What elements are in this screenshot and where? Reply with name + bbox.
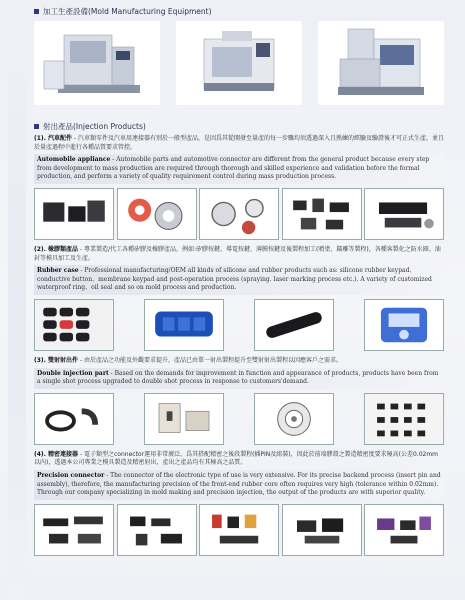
injection-heading	[34, 121, 444, 132]
precision-photo-1	[34, 504, 114, 556]
rubber-photos	[34, 299, 444, 351]
double-photos	[34, 393, 444, 445]
precision-en-text	[34, 470, 444, 500]
automobile-photo-1	[34, 188, 114, 240]
content	[34, 6, 444, 556]
rubber-zh-body: - 專業製造/代工各種矽膠及橡膠產品，例如:矽膠按鍵、導電按鍵、薄膜按鍵及後製程加工(噴塗、鐳雕等製程)，各種客製化之防水圈、油封等模具加工及生產。	[34, 245, 441, 262]
precision-photo-5	[364, 504, 444, 556]
double-zh-text	[34, 357, 444, 366]
equipment-heading-text: 加工生產設備(Mold Manufacturing Equipment)	[43, 7, 212, 16]
double-en-body: - Based on the demands for improvement in function and appearance of products, products have been from a single shot process upgraded to double shot process in response to customers'demand.	[37, 369, 439, 386]
square-bullet-icon	[34, 124, 39, 129]
automobile-zh-body: - 汽車類零件及汽車用連接器有別於一般型產品，是因爲其從開發至量產的每一步驟均須透過深入且熟練的經驗及驗證後才可正式生產，並且於量產過程中進行各種品質要求管控。	[34, 135, 445, 151]
automobile-photos	[34, 188, 444, 240]
edm-machine-photo	[318, 21, 444, 105]
double-en-text	[34, 368, 444, 389]
rubber-zh-label: (2). 橡膠類產品	[34, 245, 79, 253]
precision-section	[34, 451, 444, 556]
automobile-photo-3	[199, 188, 279, 240]
automobile-zh-text	[34, 135, 444, 152]
precision-en-label: Precision connector	[37, 471, 105, 479]
precision-photo-3	[199, 504, 279, 556]
precision-en-body: - The connector of the electronic type of use is very extensive. For its precise backend process (insert pin and assembly), therefore, the manufacturing precision of the front-end rubber core often requires very high (tolerance within 0.02mm). Through our company specializing in mold making and precision injection, the output of the products are with superior quality.	[37, 471, 441, 497]
automobile-photo-4	[282, 188, 362, 240]
rubber-photo-3	[254, 299, 334, 351]
automobile-section	[34, 135, 444, 240]
square-bullet-icon	[34, 9, 39, 14]
rubber-photo-1	[34, 299, 114, 351]
precision-zh-label: (4). 精密連接器	[34, 450, 79, 458]
double-photo-1	[34, 393, 114, 445]
precision-photo-4	[282, 504, 362, 556]
automobile-en-text	[34, 154, 444, 184]
double-section	[34, 357, 444, 445]
automobile-photo-2	[117, 188, 197, 240]
rubber-en-body: - Professional manufacturing/OEM all kinds of silicone and rubber products such as: silicone rubber keypad、conductive button、membrane keypad and post-operation process (spraying. laser marking process etc.). A variety of customized waterproof ring、oil seal and so on mold process and production.	[37, 267, 432, 292]
equipment-photos	[34, 21, 444, 105]
double-photo-2	[144, 393, 224, 445]
injection-heading-text: 射出產品(Injection Products)	[43, 122, 146, 131]
double-en-label: Double injection part	[37, 369, 109, 377]
automobile-photo-5	[364, 188, 444, 240]
rubber-photo-2	[144, 299, 224, 351]
rubber-section	[34, 246, 444, 351]
double-zh-body: - 由於產品之功能及外觀要求提升，產品已由單一射出製程提升至雙射射出製程以因應客戶之需求。	[78, 356, 343, 364]
machining-center-photo	[176, 21, 302, 105]
automobile-en-body: - Automobile parts and automotive connector are different from the general product because every step from development to mass production are required through thorough and skilled experience and validation before the formal production, and perform a variety of quality requirement control during mass production process.	[37, 156, 430, 181]
wire-cut-machine-photo	[34, 21, 160, 105]
rubber-zh-text	[34, 246, 444, 263]
precision-photos	[34, 504, 444, 556]
automobile-en-label: Automobile appliance	[37, 156, 111, 164]
rubber-en-label: Rubber case	[37, 267, 79, 275]
equipment-heading	[34, 6, 444, 17]
margin-decoration	[8, 0, 26, 600]
automobile-zh-label: (1). 汽車配件	[34, 135, 73, 142]
double-photo-3	[254, 393, 334, 445]
double-zh-label: (3). 雙射射出件	[34, 356, 79, 364]
rubber-en-text	[34, 265, 444, 295]
precision-zh-text	[34, 451, 444, 468]
rubber-photo-4	[364, 299, 444, 351]
precision-photo-2	[117, 504, 197, 556]
double-photo-4	[364, 393, 444, 445]
precision-zh-body: - 電子類型之connector運用非常廣泛，爲其搭配精密之後段製程(插PIN及組裝)，因此於前端膠殼之製造精密度要求極高(公差0.02mm以內)，透過本公司專業之模具製造及精密射出，產出之產品均有其極高之品質。	[34, 450, 439, 467]
